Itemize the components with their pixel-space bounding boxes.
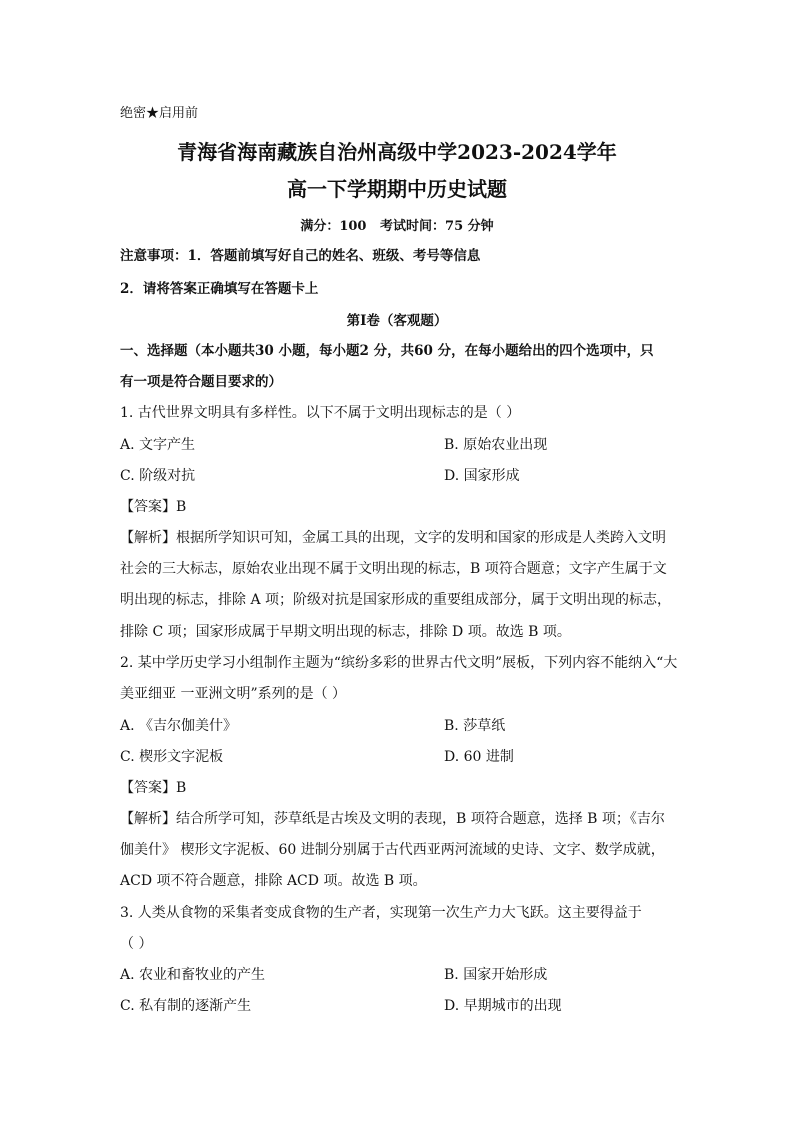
question-1-option-b: B. 原始农业出现 [444,437,548,453]
notes-line-2: 2．请将答案正确填写在答题卡上 [120,281,319,297]
question-2-analysis-line-1: 【解析】结合所学可知，莎草纸是古埃及文明的表现，B 项符合题意，选择 B 项；《吉尔 [120,811,665,827]
exam-title-line2: 高一下学期期中历史试题 [287,177,507,201]
question-3-stem-line-1: 3. 人类从食物的采集者变成食物的生产者，实现第一次生产力大飞跃。这主要得益于 [120,905,642,921]
notes-line-1: 注意事项：1．答题前填写好自己的姓名、班级、考号等信息 [120,248,481,264]
question-2-option-a: A. 《吉尔伽美什》 [120,718,238,734]
question-1-option-a: A. 文字产生 [120,437,196,453]
question-2-option-d: D. 60 进制 [444,749,514,765]
question-1-analysis-line-2: 社会的三大标志，原始农业出现不属于文明出现的标志，B 项符合题意；文字产生属于文 [120,561,667,577]
question-1-answer: 【答案】B [120,499,187,515]
question-2-answer: 【答案】B [120,780,187,796]
question-1-analysis-line-4: 排除 C 项；国家形成属于早期文明出现的标志，排除 D 项。故选 B 项。 [120,624,571,640]
exam-meta: 满分：100 考试时间：75 分钟 [300,219,494,234]
question-2-option-c: C. 楔形文字泥板 [120,749,224,765]
question-2-stem-line-2: 美亚细亚 一亚洲文明”系列的是（ ） [120,686,347,702]
question-3-option-b: B. 国家开始形成 [444,967,548,983]
question-2-analysis-line-2: 伽美什》 楔形文字泥板、60 进制分别属于古代西亚两河流域的史诗、文字、数学成就， [120,842,665,858]
question-2-stem-line-1: 2. 某中学历史学习小组制作主题为“缤纷多彩的世界古代文明”展板，下列内容不能纳入“大 [120,655,678,671]
question-1-analysis-line-3: 明出现的标志，排除 A 项；阶级对抗是国家形成的重要组成部分，属于文明出现的标志， [120,592,672,608]
section-intro-line-1: 一、选择题（本小题共30 小题，每小题2 分，共60 分，在每小题给出的四个选项中，只 [120,343,654,359]
question-2-option-b: B. 莎草纸 [444,718,506,734]
question-1-option-c: C. 阶级对抗 [120,468,196,484]
question-3-option-c: C. 私有制的逐渐产生 [120,998,252,1014]
question-3-option-a: A. 农业和畜牧业的产生 [120,967,266,983]
question-1-analysis-line-1: 【解析】根据所学知识可知，金属工具的出现，文字的发明和国家的形成是人类跨入文明 [120,530,666,546]
question-1-option-d: D. 国家形成 [444,468,520,484]
question-3-option-d: D. 早期城市的出现 [444,998,562,1014]
section-intro-line-2: 有一项是符合题目要求的） [120,374,282,390]
confidential-mark: 绝密★启用前 [120,106,199,121]
exam-title-line1: 青海省海南藏族自治州高级中学2023-2024学年 [177,140,617,164]
question-2-analysis-line-3: ACD 项不符合题意，排除 ACD 项。故选 B 项。 [120,873,427,889]
section-title: 第Ⅰ卷（客观题） [346,313,448,329]
question-3-stem-line-2: （ ） [120,936,153,952]
question-1-stem: 1. 古代世界文明具有多样性。以下不属于文明出现标志的是（ ） [120,405,521,421]
